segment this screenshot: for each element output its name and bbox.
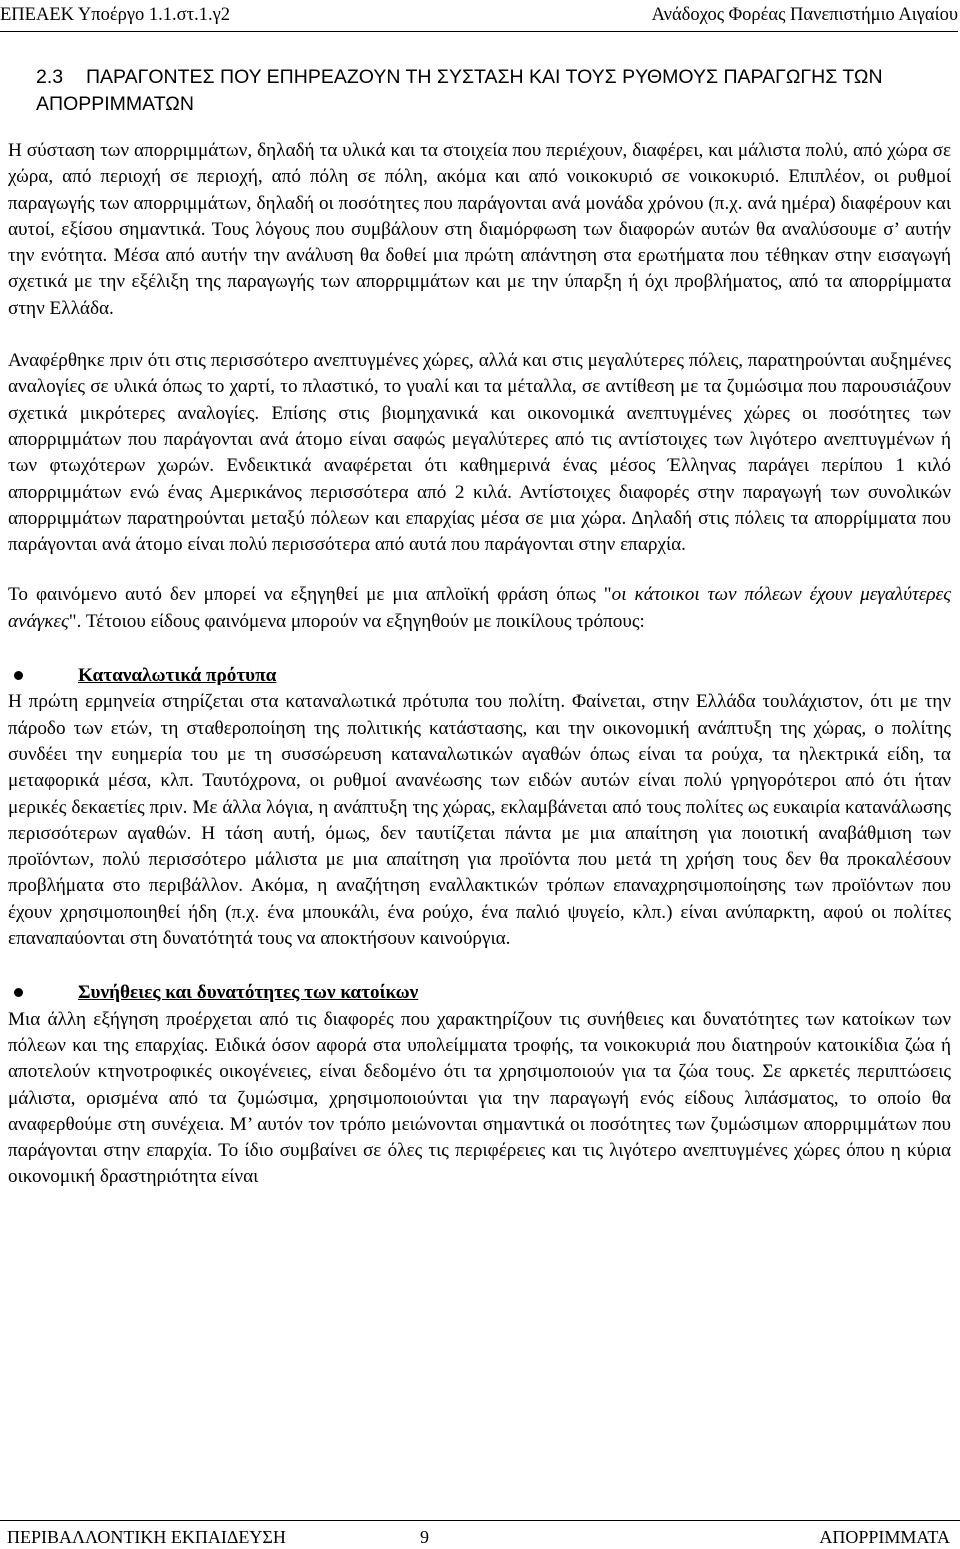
document-body [8,138,951,1191]
bullet-heading: Καταναλωτικά πρότυπα [78,665,277,687]
page-header [0,0,958,32]
paragraph-explanations-end: ". Τέτοιου είδους φαινόμενα μπορούν να εξηγηθούν με ποικίλους τρόπους: [68,610,645,632]
bullet-consumer-patterns [8,663,951,952]
paragraph-intro [8,138,951,322]
section-title: ΠΑΡΑΓΟΝΤΕΣ ΠΟΥ ΕΠΗΡΕΑΖΟΥΝ ΤΗ ΣΥΣΤΑΣΗ ΚΑΙ ΤΟΥΣ ΡΥΘΜΟΥΣ ΠΑΡΑΓΩΓΗΣ ΤΩΝ ΑΠΟΡΡΙΜΜΑΤΩΝ [36,66,883,115]
paragraph-intro-text: Η σύσταση των απορριμμάτων, δηλαδή τα υλικά και τα στοιχεία που περιέχουν, διαφέρει, και μάλιστα πολύ, από χώρα σε χώρα, από περιοχή σε περιοχή, από πόλη σε πόλη, ακόμα και από νοικοκυριό σε νοικοκυριό. Επιπλέον, οι ρυθμοί παραγωγής των απορριμμάτων, δηλαδή οι ποσότητες που παράγονται ανά μονάδα χρόνου (π.χ. ανά ημέρα) διαφέρουν και αυτοί, εξίσου σημαντικά. Τους λόγους που συμβάλουν στη διαμόρφωση των διαφορών αυτών θα αναλύσουμε σ’ αυτήν την ενότητα. [8,140,951,267]
header-right-text: Ανάδοχος Φορέας Πανεπιστήμιο Αιγαίου [651,5,958,25]
paragraph-explanations [8,582,951,635]
section-number: 2.3 [36,66,64,88]
bullet-text: Μια άλλη εξήγηση προέρχεται από τις διαφορές που χαρακτηρίζουν τις συνήθειες και δυνατότητες των κατοίκων των πόλεων και της επαρχίας. Ειδικά όσον αφορά στα υπολείμματα τροφής, τα νοικοκυριά που διατηρούν κατοικίδια ζώα ή αποτελούν κτηνοτροφικές οικογένειες, είναι δεδομένο ότι τα χρησιμοποιούν για τα ζώα τους. Σε αρκετές περιπτώσεις μάλιστα, ορισμένα από τα ζυμώσιμα, χρησιμοποιούνται για την παραγωγή ενός είδους λιπάσματος, το οποίο θα αναφερθούμε στη συνέχεια. Μ’ αυτόν τον τρόπο μειώνονται σημαντικά οι ποσότητες των ζυμώσιμων απορριμμάτων που παράγονται στην επαρχία. Το ίδιο συμβαίνει σε όλες τις περιφέρειες και τις λιγότερο ανεπτυγμένες χώρες όπου η κύρια οικονομική δραστηριότητα είναι [8,1008,951,1188]
footer-right-text: ΑΠΟΡΡΙΜΜΑΤΑ [819,1527,950,1547]
bullet-text: Η πρώτη ερμηνεία στηρίζεται στα καταναλωτικά πρότυπα του πολίτη. Φαίνεται, στην Ελλάδα τουλάχιστον, ότι με την πάροδο των ετών, τη σταθεροποίηση της πολιτικής κατάστασης, και την οικονομική ανάπτυξη της χώρας, ο πολίτης συνδέει την ευημερία του με τη συσσώρευση καταναλωτικών αγαθών όπως είναι τα ρούχα, τα ηλεκτρικά είδη, τα μεταφορικά μέσα, κλπ. Ταυτόχρονα, οι ρυθμοί ανανέωσης των ειδών αυτών είναι πολύ γρηγορότεροι από ότι ήταν μερικές δεκαετίες πριν. Με άλλα λόγια, η ανάπτυξη της χώρας, εκλαμβάνεται από τους πολίτες ως ευκαιρία κατανάλωσης περισσότερων αγαθών. Η τάση αυτή, όμως, δεν ταυτίζεται πάντα με μια απαίτηση για ποιοτική αναβάθμιση των προϊόντων, πολύ περισσότερο μάλιστα με μια απαίτηση για προϊόντα που μετά τη χρήση τους δεν θα προκαλέσουν προβλήματα στο περιβάλλον. Ακόμα, η αναζήτηση εναλλακτικών τρόπων επαναχρησιμοποίησης των προϊόντων που έχουν χρησιμοποιηθεί ήδη (π.χ. ένα μπουκάλι, ένα ρούχο, ένα παλιό ψυγείο, κλπ.) είναι ανύπαρκτη, αφού οι πολίτες επαναπαύονται στη δυνατότητά τους να αποκτήσουν καινούργια. [8,691,951,950]
bullet-heading: Συνήθειες και δυνατότητες των κατοίκων [78,982,419,1004]
page-number: 9 [420,1527,429,1547]
paragraph-developed-countries: Αναφέρθηκε πριν ότι στις περισσότερο ανεπτυγμένες χώρες, αλλά και στις μεγαλύτερες πόλεις, παρατηρούνται αυξημένες αναλογίες σε υλικά όπως το χαρτί, το πλαστικό, το γυαλί και τα μέταλλα, σε αντίθεση με τα ζυμώσιμα που παρουσιάζουν σχετικά μικρότερες αναλογίες. Επίσης στις βιομηχανικά και οικονομικά ανεπτυγμένες χώρες οι ποσότητες των απορριμμάτων που παράγονται ανά άτομο είναι σαφώς μεγαλύτερες από τις αντίστοιχες των λιγότερο ανεπτυγμένων ή των φτωχότερων χωρών. Ενδεικτικά αναφέρεται ότι καθημερινά ένας μέσος Έλληνας παράγει περίπου 1 κιλό απορριμμάτων ενώ ένας Αμερικάνος περισσότερα από 2 κιλά. Αντίστοιχες διαφορές στην παραγωγή των συνολικών απορριμμάτων παρατηρούνται μεταξύ πόλεων και επαρχίας μέσα σε μια χώρα. Δηλαδή στις πόλεις τα απορρίμματα που παράγονται ανά άτομο είναι πολύ περισσότερα από αυτά που παράγονται στην επαρχία. [8,350,951,556]
section-heading [36,64,941,118]
page-footer [0,1520,960,1549]
paragraph-intro-text-continued: Μέσα από αυτήν την ανάλυση θα δοθεί μια πρώτη απάντηση στα ερωτήματα που τέθηκαν στην εισαγωγή σχετικά με την εξέλιξη της παραγωγής των απορριμμάτων και με την ύπαρξη ή όχι προβλήματος, από τα απορρίμματα στην Ελλάδα. [8,245,952,319]
header-left-text: ΕΠΕΑΕΚ Υποέργο 1.1.στ.1.γ2 [0,5,231,25]
quote-italic: οι κάτοικοι των πόλεων έχουν μεγαλύτερες ανάγκες [8,584,951,632]
footer-left-text: ΠΕΡΙΒΑΛΛΟΝΤΙΚΗ ΕΚΠΑΙΔΕΥΣΗ [7,1527,286,1547]
bullet-habits [8,980,951,1190]
bullet-icon [14,988,23,997]
bullet-icon [14,671,23,680]
paragraph-explanations-start: Το φαινόμενο αυτό δεν μπορεί να εξηγηθεί με μια απλοϊκή φράση όπως " [8,584,612,606]
